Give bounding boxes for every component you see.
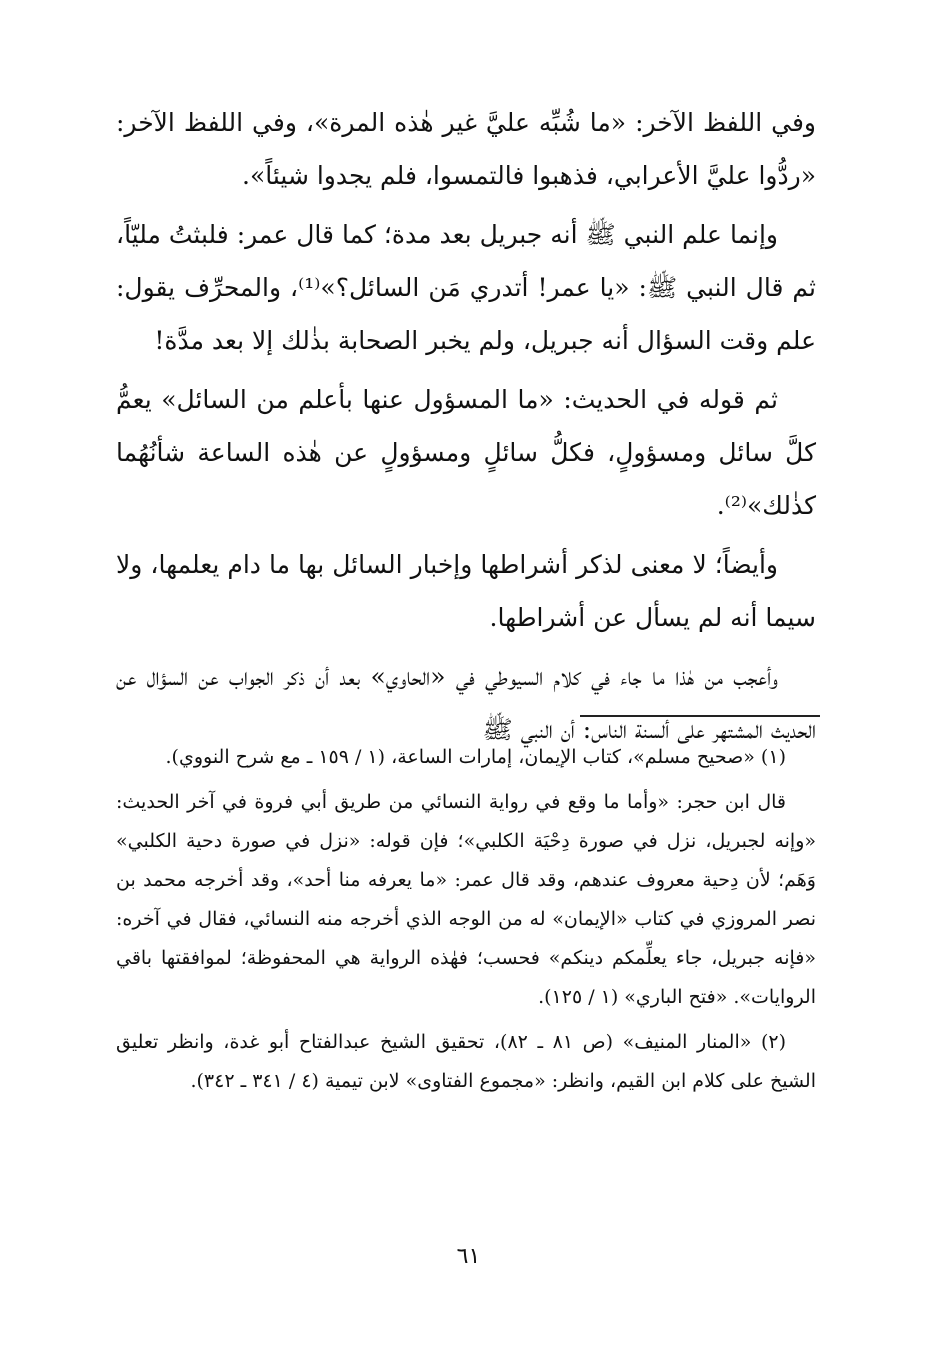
paragraph-1: وفي اللفظ الآخر: «ما شُبِّه عليَّ غير هٰذه المرة»، وفي اللفظ الآخر: «ردُّوا عليَّ الأعرابي، فذهبوا فالتمسوا، فلم يجدوا شيئاً». xyxy=(116,108,816,190)
main-text xyxy=(116,96,816,762)
footnotes xyxy=(116,738,816,1107)
paragraph-2: وإنما علم النبي ﷺ أنه جبريل بعد مدة؛ كما قال عمر: فلبثتُ مليّاً، ثم قال النبي ﷺ: «يا عمر! أتدري مَن السائل؟»⁽¹⁾، والمحرِّف يقول: علم وقت السؤال أنه جبريل، ولم يخبر الصحابة بذٰلك إلا بعد مدَّة! xyxy=(116,220,816,355)
paragraph-4: وأيضاً؛ لا معنى لذكر أشراطها وإخبار السائل بها ما دام يعلمها، ولا سيما أنه لم يسأل عن أشراطها. xyxy=(116,550,816,632)
footnote-2: (٢) «المنار المنيف» (ص ٨١ ـ ٨٢)، تحقيق الشيخ عبدالفتاح أبو غدة، وانظر تعليق الشيخ على كلام ابن القيم، وانظر: «مجموع الفتاوى» لابن تيمية (٤ / ٣٤١ ـ ٣٤٢). xyxy=(116,1031,816,1092)
footnote-1: (١) «صحيح مسلم»، كتاب الإيمان، إمارات الساعة، (١ / ١٥٩ ـ مع شرح النووي). xyxy=(165,746,786,768)
page-number: ٦١ xyxy=(456,1244,481,1269)
footnote-divider xyxy=(580,715,820,717)
footnote-1-continued: قال ابن حجر: «وأما ما وقع في رواية النسائي من طريق أبي فروة في آخر الحديث: «وإنه لجبريل، نزل في صورة دِحْيَة الكلبي»؛ فإن قوله: «نزل في صورة دحية الكلبي» وَهَم؛ لأن دِحية معروف عندهم، وقد قال عمر: «ما يعرفه منا أحد»، وقد أخرجه محمد بن نصر المروزي في كتاب «الإيمان» له من الوجه الذي أخرجه منه النسائي، فقال في آخره: «فإنه جبريل، جاء يعلِّمكم دينكم» فحسب؛ فهٰذه الرواية هي المحفوظة؛ لموافقتها باقي الروايات». «فتح الباري» (١ / ١٢٥). xyxy=(116,791,816,1008)
paragraph-3: ثم قوله في الحديث: «ما المسؤول عنها بأعلم من السائل» يعمُّ كلَّ سائل ومسؤولٍ، فكلُّ سائلٍ ومسؤولٍ عن هٰذه الساعة شأنُهُما كذٰلك»⁽²⁾. xyxy=(116,385,816,520)
paragraph-5: وأعجب من هٰذا ما جاء في كلام السيوطي في «الحاوي» بعد أن ذكر الجواب عن السؤال عن الحديث المشتهر على ألسنة الناس: أن النبي ﷺ xyxy=(116,662,816,744)
